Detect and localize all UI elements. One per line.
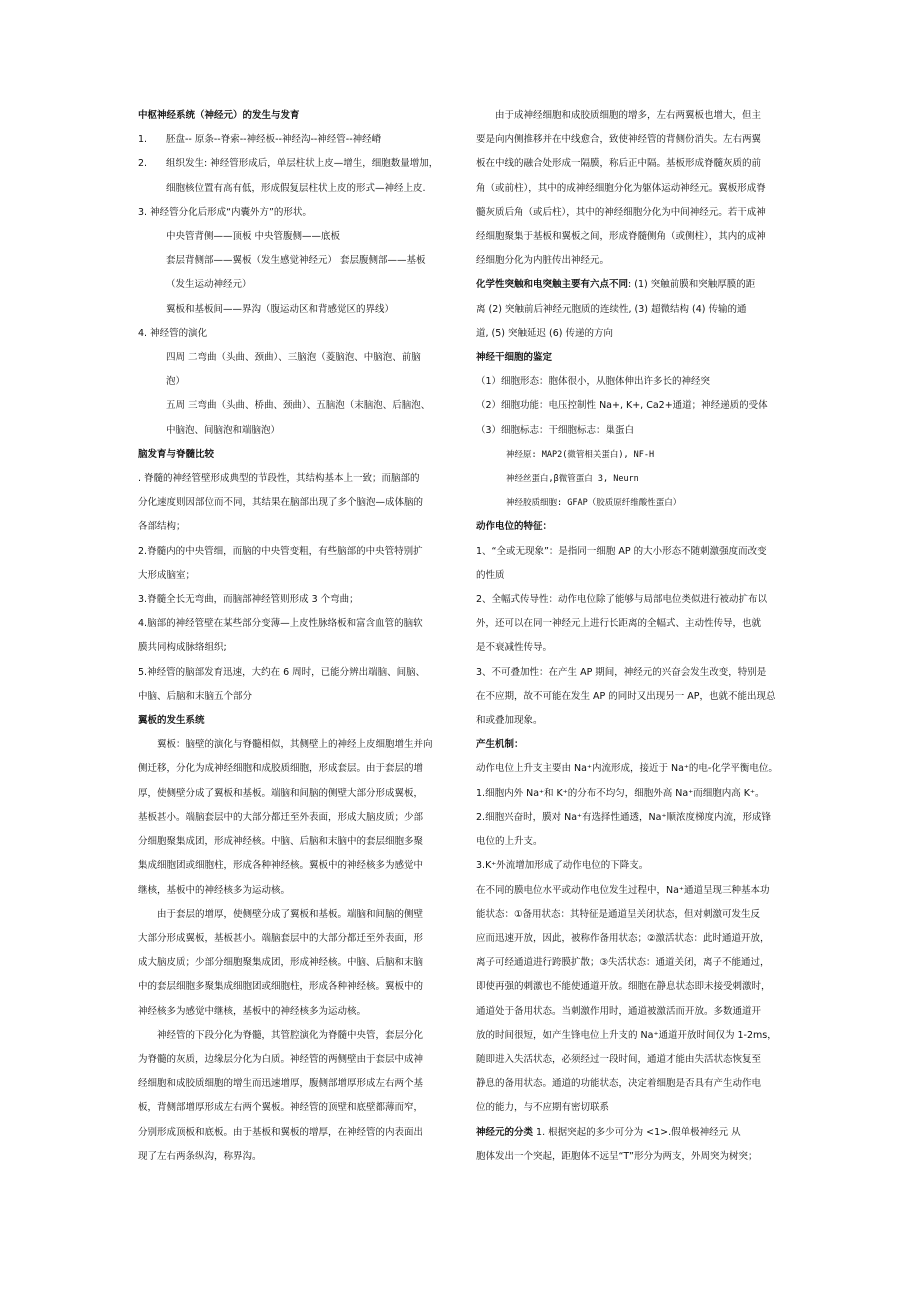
text-line: 动作电位上升支主要由 Na⁺内流形成，接近于 Na⁺的电-化学平衡电位。	[476, 763, 778, 775]
section-heading: 脑发育与脊髓比较	[138, 448, 215, 460]
text-line: 1、“全或无现象”：是指同一细胞 AP 的大小形态不随刺激强度而改变	[476, 545, 767, 557]
text-line: 道, (5) 突触延迟 (6) 传递的方向	[476, 327, 614, 339]
text-line: 由于成神经细胞和成胶质细胞的增多，左右两翼板也增大，但主	[495, 110, 762, 121]
text-line: 中脑、后脑和末脑五个部分	[138, 690, 253, 702]
text-line: 神经丝蛋白,β微管蛋白 3, Neurn	[506, 474, 639, 485]
text-line: 各部结构；	[138, 521, 186, 533]
text-line: 中的套层细胞多聚集成细胞团或细胞柱，形成各种神经核。翼板中的	[138, 981, 424, 993]
section-heading: 中枢神经系统（神经元）的发生与发育	[138, 110, 300, 121]
text-line: 3、不可叠加性：在产生 AP 期间，神经元的兴奋会发生改变，特别是	[476, 666, 767, 678]
text-line: 2.脊髓内的中央管细，而脑的中央管变粗，有些脑部的中央管特别扩	[138, 545, 423, 557]
text-line: 经细胞和成胶质细胞的增生而迅速增厚，腹侧部增厚形成左右两个基	[138, 1078, 424, 1090]
text-line: 1.细胞内外 Na⁺和 K⁺的分布不均匀，细胞外高 Na⁺而细胞内高 K⁺。	[476, 787, 765, 799]
inline-heading: 神经元的分类	[476, 1126, 534, 1138]
text-line: 和或叠加现象。	[476, 715, 543, 727]
text-line: 4. 神经管的演化	[138, 327, 208, 339]
text-line: 放的时间很短，如产生锋电位上升支的 Na⁺通道开放时间仅为 1-2ms，	[476, 1029, 777, 1041]
right-column	[476, 104, 788, 1169]
text-line: 要是向内侧推移并在中线愈合，致使神经管的背侧份消失。左右两翼	[476, 134, 762, 146]
text-line: 大形成脑室；	[138, 569, 196, 581]
text-line: （2）细胞功能：电压控制性 Na+, K+, Ca2+通道；神经递质的受体	[476, 400, 768, 412]
text-line: 神经管的下段分化为脊髓，其管腔演化为脊髓中央管，套层分化	[157, 1029, 424, 1041]
text-line: 5.神经管的脑部发育迅速，大约在 6 周时，已能分辨出端脑、间脑、	[138, 666, 426, 678]
text-line	[476, 273, 788, 297]
text-line: 在不应期，故不可能在发生 AP 的同时又出现另一 AP，也就不能出现总	[476, 690, 776, 702]
list-item	[138, 128, 450, 152]
text-line: 静息的备用状态。通道的功能状态，决定着细胞是否具有产生动作电	[476, 1078, 762, 1090]
text-line: 通道处于备用状态。当刺激作用时，通道被激活而开放。多数通道开	[476, 1005, 762, 1017]
text-line: 髓灰质后角（或后柱），其中的神经细胞分化为中间神经元。若干成神	[476, 206, 766, 218]
inline-heading: 化学性突触和电突触主要有六点不同	[476, 279, 629, 291]
text-line: 经细胞分化为内脏传出神经元。	[476, 255, 610, 267]
text-line: 随即进入失活状态，必须经过一段时间，通道才能由失活状态恢复至	[476, 1053, 762, 1065]
text-line: 角（或前柱），其中的成神经细胞分化为躯体运动神经元。翼板形成脊	[476, 182, 766, 194]
text-line: 翼板：脑壁的演化与脊髓相似，其侧壁上的神经上皮细胞增生并向	[157, 739, 433, 751]
text-line: 3. 神经管分化后形成“内囊外方”的形状。	[138, 206, 312, 218]
text-line: 是不衰减性传导。	[476, 642, 553, 654]
text-line: （1）细胞形态：胞体很小，从胞体伸出许多长的神经突	[476, 376, 711, 388]
text-line: . 脊髓的神经管壁形成典型的节段性，其结构基本上一致；而脑部的	[138, 473, 420, 485]
text-line: （发生运动神经元）	[166, 279, 252, 291]
text-line: 集成细胞团或细胞柱，形成各种神经核。翼板中的神经核多为感觉中	[138, 860, 424, 872]
text-line: 继核，基板中的神经核多为运动核。	[138, 884, 291, 896]
text-line: 4.脑部的神经管壁在某些部分变薄—上皮性脉络板和富含血管的脑软	[138, 618, 423, 630]
list-number: 1.	[138, 134, 148, 146]
text-line: 四周 二弯曲（头曲、颈曲）、三脑泡（菱脑泡、中脑泡、前脑	[166, 352, 421, 364]
left-column	[138, 104, 450, 1169]
text-line: 经细胞聚集于基板和翼板之间，形成脊髓侧角（或侧柱），其内的成神	[476, 231, 766, 243]
text-line: 由于套层的增厚，使侧壁分成了翼板和基板。端脑和间脑的侧壁	[157, 908, 424, 920]
text-line: 厚，使侧壁分成了翼板和基板。端脑和间脑的侧壁大部分形成翼板，	[138, 787, 424, 799]
text-line: 细胞核位置有高有低，形成假复层柱状上皮的形式—神经上皮.	[166, 182, 426, 194]
inline-text: 1. 根据突起的多少可分为 <1>.假单极神经元 从	[533, 1126, 741, 1138]
text-line: 3.脊髓全长无弯曲，而脑部神经管则形成 3 个弯曲；	[138, 594, 359, 606]
text-line: 泡）	[166, 376, 186, 388]
text-line: 在不同的膜电位水平或动作电位发生过程中，Na⁺通道呈现三种基本功	[476, 884, 770, 896]
text-line	[476, 1121, 788, 1145]
text-line: 分细胞聚集成团，形成神经核。中脑、后脑和末脑中的套层细胞多聚	[138, 836, 424, 848]
text-line: 板在中线的融合处形成一隔膜，称后正中隔。基板形成脊髓灰质的前	[476, 158, 762, 170]
text-line: 中央管背侧——顶板 中央管腹侧——底板	[166, 231, 341, 243]
text-line: 外，还可以在同一神经元上进行长距离的全幅式、主动性传导，也就	[476, 618, 762, 630]
section-heading: 神经干细胞的鉴定	[476, 352, 553, 364]
section-heading: 产生机制：	[476, 739, 524, 751]
text-line: 膜共同构成脉络组织;	[138, 642, 227, 654]
text-line: 位的能力，与不应期有密切联系	[476, 1102, 610, 1114]
text-line: 现了左右两条纵沟，称界沟。	[138, 1150, 262, 1162]
list-text: 组织发生: 神经管形成后，单层柱状上皮—增生，细胞数量增加，	[166, 158, 439, 170]
text-line: 基板甚小。端脑套层中的大部分都迁至外表面，形成大脑皮质；少部	[138, 811, 424, 823]
text-line: 大部分形成翼板，基板甚小。端脑套层中的大部分都迁至外表面，形	[138, 932, 424, 944]
text-line: 的性质	[476, 569, 505, 581]
text-line: 分化速度则因部位而不同，其结果在脑部出现了多个脑泡—成体脑的	[138, 497, 424, 509]
text-line: 离 (2) 突触前后神经元胞质的连续性, (3) 超微结构 (4) 传输的通	[476, 303, 747, 315]
text-line: 板，背侧部增厚形成左右两个翼板。神经管的顶壁和底壁都薄而窄，	[138, 1102, 424, 1114]
text-line: 电位的上升支。	[476, 836, 543, 848]
text-line: 2.细胞兴奋时，膜对 Na⁺有选择性通透，Na⁺顺浓度梯度内流，形成锋	[476, 811, 771, 823]
text-line: 神经核多为感觉中继核，基板中的神经核多为运动核。	[138, 1005, 367, 1017]
text-line: 能状态：①备用状态：其特征是通道呈关闭状态，但对刺激可发生反	[476, 908, 761, 920]
text-line: 神经原: MAP2(微管相关蛋白), NF-H	[506, 449, 655, 460]
text-line: 胞体发出一个突起，距胞体不远呈“T”形分为两支，外周突为树突；	[476, 1150, 758, 1162]
text-line: 成大脑皮质；少部分细胞聚集成团，形成神经核。中脑、后脑和末脑	[138, 957, 424, 969]
text-line: 为脊髓的灰质，边缘层分化为白质。神经管的两侧壁由于套层中成神	[138, 1053, 424, 1065]
list-text: 胚盘-- 原条--脊索--神经板--神经沟--神经管--神经嵴	[166, 134, 382, 146]
text-line: 即使再强的刺激也不能使通道开放。细胞在静息状态即未接受刺激时，	[476, 981, 771, 993]
text-line: 神经胶质细胞: GFAP（胶质原纤维酸性蛋白）	[506, 498, 682, 509]
section-heading: 动作电位的特征：	[476, 521, 553, 533]
text-line: 2、全幅式传导性：动作电位除了能够与局部电位类似进行被动扩布以	[476, 594, 768, 606]
list-number: 2.	[138, 158, 148, 170]
text-line: （3）细胞标志：干细胞标志：巢蛋白	[476, 424, 635, 436]
text-line: 翼板和基板间——界沟（腹运动区和背感觉区的界线）	[166, 303, 395, 315]
text-line: 中脑泡、间脑泡和端脑泡）	[166, 424, 281, 436]
text-line: 3.K⁺外流增加形成了动作电位的下降支。	[476, 860, 649, 872]
text-line: 离子可经通道进行跨膜扩散；③失活状态：通道关闭，离子不能通过，	[476, 957, 770, 969]
text-line: 套层背侧部——翼板（发生感觉神经元） 套层腹侧部——基板	[166, 255, 426, 267]
text-line: 分别形成顶板和底板。由于基板和翼板的增厚，在神经管的内表面出	[138, 1126, 424, 1138]
inline-text: : (1) 突触前膜和突触厚膜的距	[628, 279, 756, 291]
list-item	[138, 152, 450, 176]
text-line: 侧迁移，分化为成神经细胞和成胶质细胞，形成套层。由于套层的增	[138, 763, 424, 775]
text-line: 五周 三弯曲（头曲、桥曲、颈曲）、五脑泡（末脑泡、后脑泡、	[166, 400, 431, 412]
section-heading: 翼板的发生系统	[138, 715, 205, 727]
text-line: 应而迅速开放，因此，被称作备用状态；②激活状态：此时通道开放，	[476, 932, 770, 944]
